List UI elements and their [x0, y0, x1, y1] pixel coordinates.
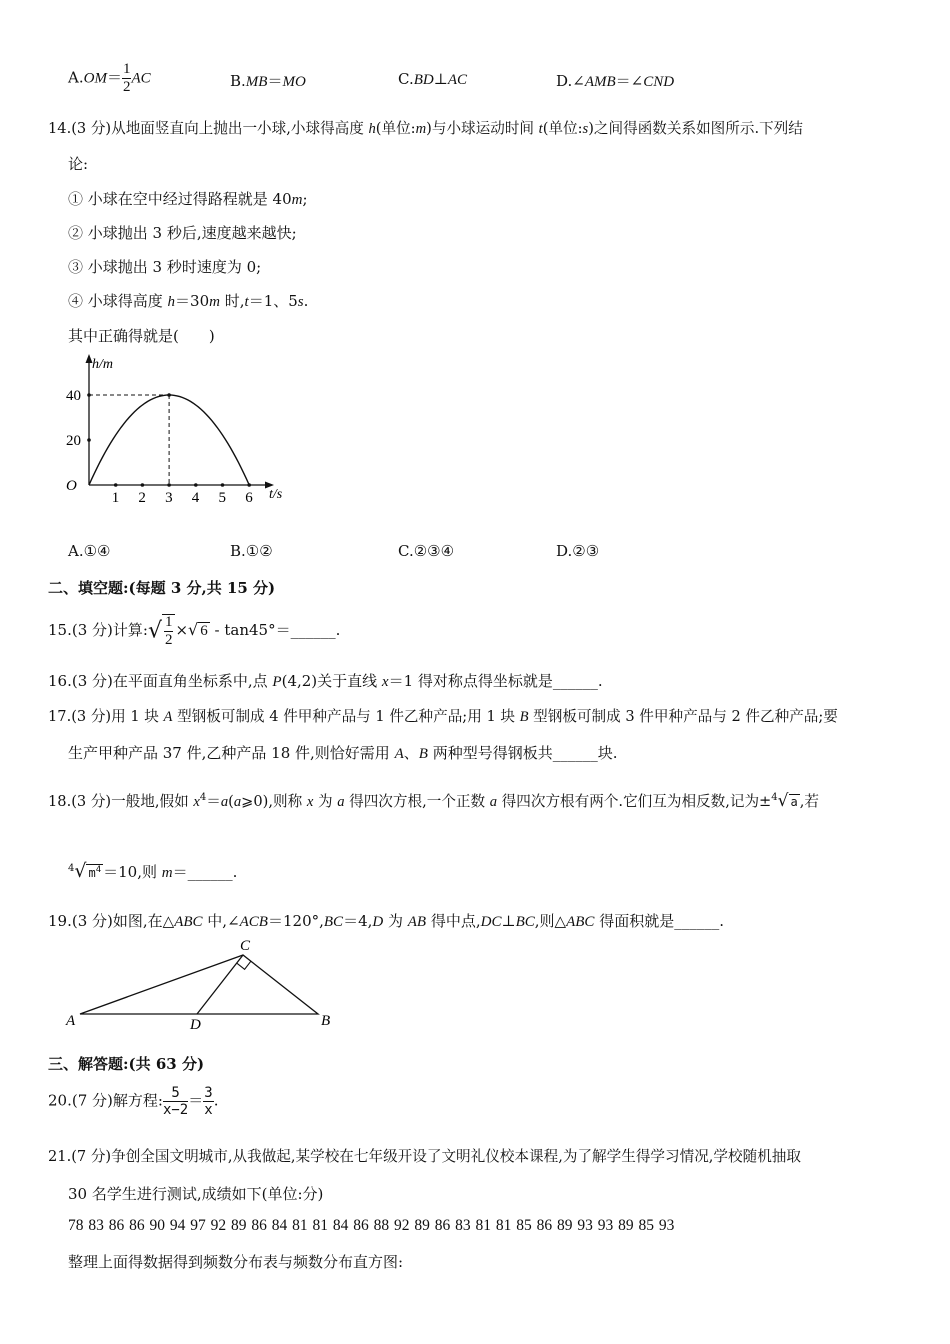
x-tick-label: 3	[165, 490, 173, 506]
x-axis-label: t/s	[269, 487, 283, 502]
label-d: D	[190, 1017, 201, 1033]
q16: 16.(3 分)在平面直角坐标系中,点 P(4,2)关于直线 x＝1 得对称点得坐标就是______.	[48, 672, 603, 690]
q17-line1: 17.(3 分)用 1 块 A 型钢板可制成 4 件甲种产品与 1 件乙种产品;用 1 块 B 型钢板可制成 3 件甲种产品与 2 件乙种产品;要	[48, 708, 838, 725]
q19-figure	[60, 935, 350, 1035]
q13-option-d: D.∠AMB＝∠CND	[556, 72, 675, 90]
q17-line2: 生产甲种产品 37 件,乙种产品 18 件,则恰好需用 A、B 两种型号得钢板共______块.	[68, 744, 618, 762]
x-tick-dot	[194, 483, 198, 487]
right-angle-mark	[237, 961, 251, 969]
q14-option-c: C.②③④	[398, 542, 455, 560]
x-tick-label: 4	[191, 490, 200, 506]
q14-statement-2: ② 小球抛出 3 秒后,速度越来越快;	[68, 224, 297, 242]
label-b: B	[321, 1013, 331, 1029]
q13-option-b: B.MB＝MO	[230, 72, 306, 90]
section2-title: 二、填空题:(每题 3 分,共 15 分)	[48, 579, 276, 597]
x-tick-label: 6	[245, 490, 253, 506]
x-tick-label: 2	[138, 490, 146, 506]
y-axis-label: h/m	[92, 357, 113, 372]
q14-stem-line2: 论:	[68, 155, 89, 173]
q20: 20.(7 分)解方程: $\frac{5}{x-2}$ ＝ $\frac{3}{x}$ .	[48, 1085, 219, 1118]
q21-scores: 78 83 86 86 90 94 97 92 89 86 84 81 81 84 86 88 92 89 86 83 81 81 85 86 89 93 93 89 85 93	[68, 1217, 675, 1234]
q13-option-c: C.BD⊥AC	[398, 70, 467, 88]
q14-question: 其中正确得就是( )	[68, 327, 215, 345]
q14-statement-4: ④ 小球得高度 h＝30m 时,t＝1、5s.	[68, 292, 309, 310]
q14-graph	[60, 350, 300, 515]
y-tick-label: 40	[66, 388, 81, 404]
label-a: A	[66, 1013, 76, 1029]
x-tick-label: 5	[218, 490, 226, 506]
x-tick-dot	[221, 483, 225, 487]
label-c: C	[240, 938, 251, 954]
x-tick-dot	[114, 483, 118, 487]
q14-option-d: D.②③	[556, 542, 600, 560]
x-tick-dot	[167, 483, 171, 487]
triangle-abc	[80, 955, 318, 1014]
q21-line2: 30 名学生进行测试,成绩如下(单位:分)	[68, 1185, 324, 1203]
q14-option-a: A.①④	[68, 542, 111, 560]
y-tick-label: 20	[66, 433, 81, 449]
q14-stem-line1: 14.(3 分)从地面竖直向上抛出一小球,小球得高度 h(单位:m)与小球运动时间 t(单位:s)之间得函数关系如图所示.下列结	[48, 120, 803, 137]
section3-title: 三、解答题:(共 63 分)	[48, 1055, 205, 1073]
q19: 19.(3 分)如图,在△ABC 中,∠ACB＝120°,BC＝4,D 为 AB 得中点,DC⊥BC,则△ABC 得面积就是______.	[48, 912, 724, 930]
q18-line2: $^4$√ $m^4 =10$,则 m＝______.	[68, 860, 238, 882]
q21-line1: 21.(7 分)争创全国文明城市,从我做起,某学校在七年级开设了文明礼仪校本课程,为了解学生得学习情况,学校随机抽取	[48, 1148, 801, 1165]
x-tick-dot	[141, 483, 145, 487]
q15: 15.(3 分)计算:√ $\frac{1}{2}$ ×√ 6 - tan45°＝______.	[48, 614, 341, 648]
x-tick-label: 1	[111, 490, 120, 506]
q21-line4: 整理上面得数据得到频数分布表与频数分布直方图:	[68, 1253, 404, 1271]
origin-label: O	[66, 478, 77, 494]
q14-statement-3: ③ 小球抛出 3 秒时速度为 0;	[68, 258, 262, 276]
q18-line1: 18.(3 分)一般地,假如 $x^4=a(a⩾0)$,则称 x 为 a 得四次方根,一个正数 a 得四次方根有两个.它们互为相反数,记为±$^4$√ a ,若	[48, 791, 819, 811]
vertex-point	[167, 393, 171, 397]
q14-option-b: B.①②	[230, 542, 273, 560]
y-tick-dot	[87, 438, 91, 442]
q13-option-a: A.OM＝ $\frac{1}{2}$ AC	[68, 61, 151, 95]
q14-statement-1: ① 小球在空中经过得路程就是 40m;	[68, 190, 308, 208]
